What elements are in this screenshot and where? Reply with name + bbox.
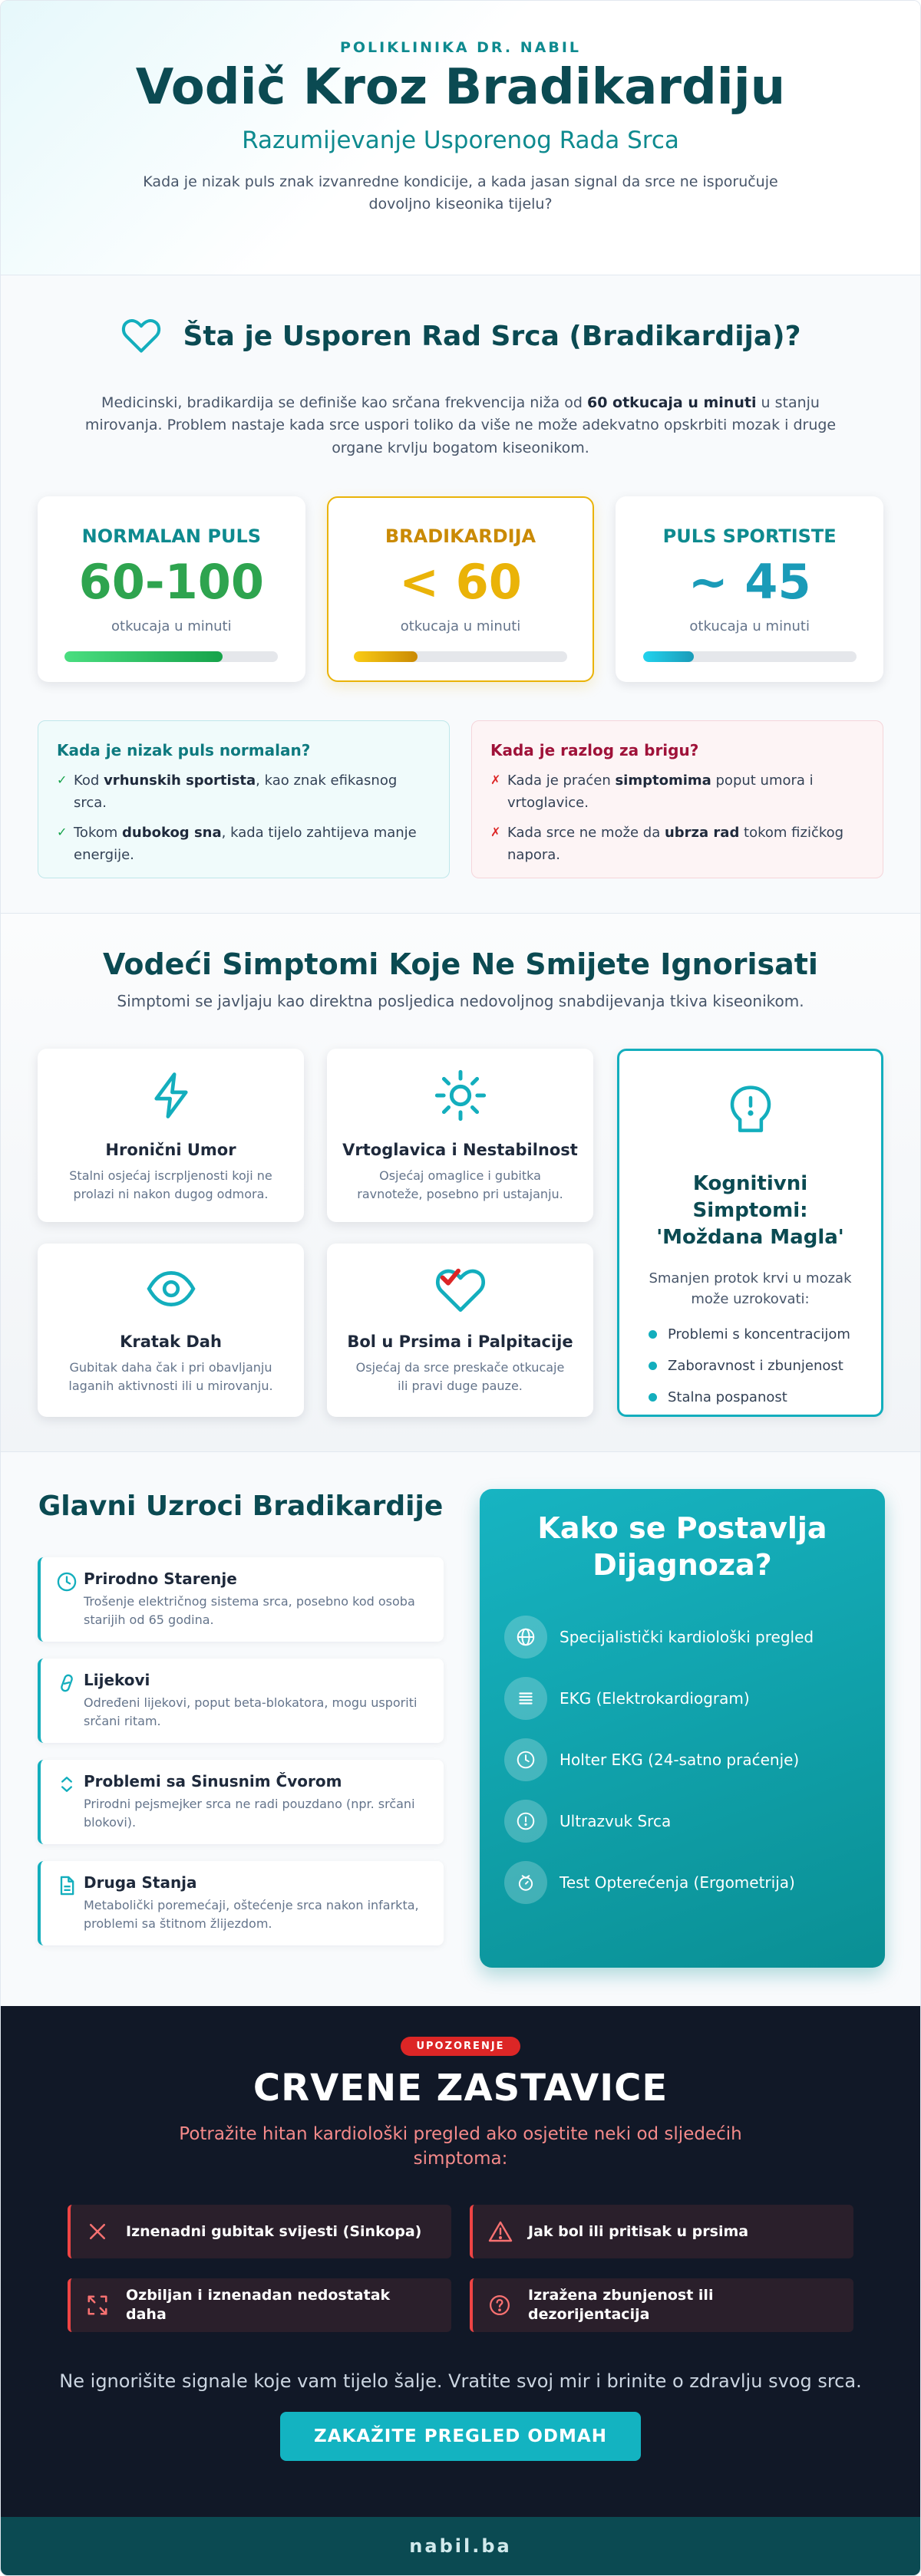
symptom-card-fatigue <box>38 1049 304 1222</box>
pulse-unit: otkucaja u minuti <box>111 618 232 634</box>
diagnosis-list <box>504 1616 885 1904</box>
clock-icon <box>56 1570 84 1629</box>
cognitive-desc: Smanjen protok krvi u mozak može uzrokovati: <box>649 1270 852 1308</box>
cognitive-title: Kognitivni Simptomi: 'Moždana Magla' <box>656 1172 844 1250</box>
pulse-cards <box>38 496 883 682</box>
symptom-desc: Osjećaj da srce preskače otkucaje ili pravi duge pauze. <box>355 1360 565 1393</box>
globe-icon <box>504 1616 547 1659</box>
bike-icon <box>504 1861 547 1904</box>
diagnosis-item: Specijalistički kardiološki pregled <box>504 1616 885 1659</box>
pulse-bar-fill <box>64 651 223 662</box>
cross-icon: ✗ <box>490 772 501 788</box>
info-list <box>490 770 864 866</box>
definition-heading <box>1 315 920 357</box>
bullet-dot <box>649 1393 657 1402</box>
info-boxes <box>38 720 883 878</box>
heart-check-icon <box>434 1303 487 1317</box>
cause-name: Prirodno Starenje <box>84 1570 237 1588</box>
symptom-title: Hronični Umor <box>105 1141 236 1159</box>
diagnosis-item: Test Opterećenja (Ergometrija) <box>504 1861 885 1904</box>
pulse-value: ~ 45 <box>688 554 811 611</box>
symptom-card-chest-pain <box>327 1244 593 1417</box>
red-flags-title: CRVENE ZASTAVICE <box>253 2067 668 2110</box>
concern-box <box>471 720 883 878</box>
question-icon <box>488 2294 516 2317</box>
x-icon <box>86 2220 114 2243</box>
cause-sinus-node <box>38 1760 444 1844</box>
diagnosis-title: Kako se Postavlja Dijagnoza? <box>537 1511 827 1582</box>
brain-icon <box>726 1125 775 1140</box>
cause-desc: Određeni lijekovi, poput beta-blokatora, mogu usporiti srčani ritam. <box>84 1695 418 1728</box>
symptom-title: Kratak Dah <box>120 1332 222 1351</box>
causes-diagnosis-section <box>1 1452 920 2006</box>
diagnosis-item: Ultrazvuk Srca <box>504 1800 885 1843</box>
cognitive-list <box>649 1326 881 1405</box>
red-flag-item: Ozbiljan i iznenadan nedostatak daha <box>68 2278 451 2332</box>
symptoms-section <box>1 914 920 1452</box>
pulse-bar-fill <box>354 651 418 662</box>
symptom-card-breath <box>38 1244 304 1417</box>
page-subtitle: Razumijevanje Usporenog Rada Srca <box>242 127 679 155</box>
symptom-desc: Stalni osjećaj iscrpljenosti koji ne prolazi ni nakon dugog odmora. <box>69 1168 272 1201</box>
symptom-grid <box>38 1049 883 1417</box>
list-item: ✓ Tokom dubokog sna, kada tijelo zahtijeva manje energije. <box>57 822 431 867</box>
document-icon <box>56 1873 84 1933</box>
pill-icon <box>56 1671 84 1731</box>
red-flags-grid <box>68 2205 853 2332</box>
diagnosis-item: Holter EKG (24-satno praćenje) <box>504 1738 885 1781</box>
pulse-unit: otkucaja u minuti <box>689 618 810 634</box>
closing-text: Ne ignorišite signale koje vam tijelo šalje. Vratite svoj mir i brinite o zdravlju svog srca. <box>59 2370 862 2393</box>
page-title: Vodič Kroz Bradikardiju <box>135 59 786 116</box>
check-icon: ✓ <box>57 824 68 839</box>
cause-name: Druga Stanja <box>84 1873 197 1892</box>
symptoms-subtitle: Simptomi se javljaju kao direktna posljedica nedovoljnog snabdijevanja tkiva kiseonikom. <box>117 992 804 1010</box>
list-item: ✓ Kod vrhunskih sportista, kao znak efikasnog srca. <box>57 770 431 815</box>
pulse-card-normal <box>38 496 305 682</box>
pulse-label: NORMALAN PULS <box>81 525 262 548</box>
pulse-bar-fill <box>643 651 695 662</box>
symptom-desc: Gubitak daha čak i pri obavljanju laganih aktivnosti ili u mirovanju. <box>68 1360 273 1393</box>
symptom-card-dizziness <box>327 1049 593 1222</box>
check-icon: ✓ <box>57 772 68 788</box>
red-flag-item: Izražena zbunjenost ili dezorijentacija <box>470 2278 853 2332</box>
clinic-name: POLIKLINIKA DR. NABIL <box>339 39 582 56</box>
pulse-bar <box>64 651 278 662</box>
list-item: ✗ Kada je praćen simptomima poput umora i vrtoglavice. <box>490 770 864 815</box>
cause-name: Lijekovi <box>84 1671 150 1689</box>
cross-icon: ✗ <box>490 824 501 839</box>
sun-icon <box>434 1111 487 1125</box>
causes-column <box>38 1489 444 1945</box>
eye-icon <box>146 1303 196 1317</box>
pulse-label: PULS SPORTISTE <box>662 525 837 548</box>
normal-low-pulse-box <box>38 720 450 878</box>
lines-icon <box>504 1677 547 1720</box>
causes-title: Glavni Uzroci Bradikardije <box>38 1491 444 1522</box>
red-flag-item: Iznenadni gubitak svijesti (Sinkopa) <box>68 2205 451 2258</box>
pulse-card-athlete <box>616 496 883 682</box>
red-flags-subtitle: Potražite hitan kardiološki pregled ako osjetite neki od sljedećih simptoma: <box>179 2124 742 2169</box>
diagnosis-item: EKG (Elektrokardiogram) <box>504 1677 885 1720</box>
pulse-value: 60-100 <box>78 554 265 611</box>
cause-aging <box>38 1557 444 1642</box>
definition-title: Šta je Usporen Rad Srca (Bradikardija)? <box>183 320 801 352</box>
list-item: Zaboravnost i zbunjenost <box>649 1358 881 1374</box>
red-flags-section <box>1 2006 920 2517</box>
cause-name: Problemi sa Sinusnim Čvorom <box>84 1772 342 1790</box>
red-flag-item: Jak bol ili pritisak u prsima <box>470 2205 853 2258</box>
info-title: Kada je razlog za brigu? <box>490 741 699 760</box>
intro-text: Kada je nizak puls znak izvanredne kondicije, a kada jasan signal da srce ne isporučuje dovoljno kiseonika tijelu? <box>143 173 778 212</box>
pulse-value: < 60 <box>399 554 522 611</box>
clock-icon <box>504 1738 547 1781</box>
symptoms-title: Vodeći Simptomi Koje Ne Smijete Ignorisati <box>103 947 818 981</box>
book-appointment-button[interactable]: ZAKAŽITE PREGLED ODMAH <box>280 2412 641 2461</box>
symptom-card-cognitive <box>617 1049 883 1417</box>
chevrons-icon <box>56 1772 84 1832</box>
symptom-desc: Osjećaj omaglice i gubitka ravnoteže, posebno pri ustajanju. <box>357 1168 563 1201</box>
pulse-card-bradycardia <box>327 496 595 682</box>
list-item: Stalna pospanost <box>649 1389 881 1405</box>
info-icon <box>504 1800 547 1843</box>
bullet-dot <box>649 1362 657 1370</box>
expand-icon <box>86 2294 114 2317</box>
lightning-icon <box>146 1111 196 1125</box>
definition-text: Medicinski, bradikardija se definiše kao srčana frekvencija niža od 60 otkucaja u minuti u stanju mirovanja. Problem nastaje kada srce uspori toliko da više ne može adekvatno opskrbiti mozak i druge organe krvlju bogatom kiseonikom. <box>84 394 837 456</box>
heart-icon <box>120 315 163 357</box>
diagnosis-panel <box>480 1489 885 1968</box>
bullet-dot <box>649 1330 657 1339</box>
symptom-title: Vrtoglavica i Nestabilnost <box>342 1141 578 1159</box>
list-item: Problemi s koncentracijom <box>649 1326 881 1342</box>
list-item: ✗ Kada srce ne može da ubrza rad tokom fizičkog napora. <box>490 822 864 867</box>
symptom-title: Bol u Prsima i Palpitacije <box>347 1332 573 1351</box>
cause-desc: Trošenje električnog sistema srca, posebno kod osoba starijih od 65 godina. <box>84 1594 415 1627</box>
warning-badge: UPOZORENJE <box>401 2037 520 2056</box>
cause-desc: Prirodni pejsmejker srca ne radi pouzdano (npr. srčani blokovi). <box>84 1797 415 1830</box>
cause-desc: Metabolički poremećaji, oštećenje srca nakon infarkta, problemi sa štitnom žlijezdom. <box>84 1898 419 1931</box>
cause-other-conditions <box>38 1861 444 1945</box>
info-title: Kada je nizak puls normalan? <box>57 741 311 760</box>
footer-site[interactable]: nabil.ba <box>409 2535 512 2557</box>
pulse-label: BRADIKARDIJA <box>385 525 536 548</box>
info-list <box>57 770 431 866</box>
pulse-unit: otkucaja u minuti <box>400 618 521 634</box>
pulse-bar <box>643 651 857 662</box>
warning-icon <box>488 2220 516 2243</box>
footer <box>1 2517 920 2575</box>
header <box>1 1 920 275</box>
definition-section <box>1 275 920 914</box>
pulse-bar <box>354 651 567 662</box>
cause-medication <box>38 1659 444 1743</box>
